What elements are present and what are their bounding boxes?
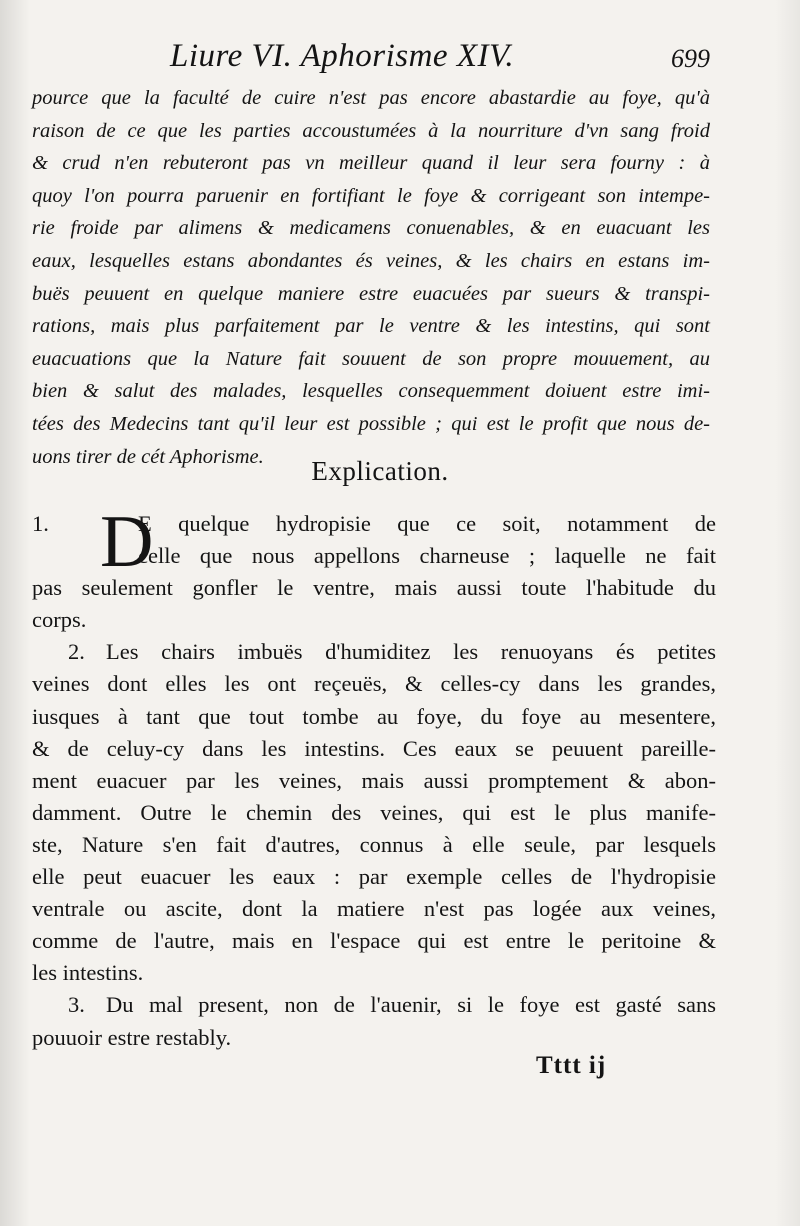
paragraph-2-line: comme de l'autre, mais en l'espace qui est entre le peritoine & <box>32 928 716 954</box>
commentary-line: eaux, lesquelles estans abondantes és veines, & les chairs en estans im- <box>32 249 710 272</box>
commentary-text <box>32 82 710 473</box>
commentary-line: & crud n'en rebuteront pas vn meilleur quand il leur sera fourny : à <box>32 152 710 175</box>
commentary-line: uons tirer de cét Aphorisme. <box>32 445 264 468</box>
paragraph-2-line: les intestins. <box>32 960 144 986</box>
paragraph-2-text: Les chairs imbuës d'humiditez les renuoyans és petites <box>106 639 716 665</box>
signature-mark: Tttt ij <box>536 1052 607 1079</box>
commentary-line: buës peuuent en quelque maniere estre euacuées par sueurs & transpi- <box>32 282 710 305</box>
paragraph-2-line: ventrale ou ascite, dont la matiere n'est pas logée aux veines, <box>32 896 716 922</box>
paragraph-2-line: ment euacuer par les veines, mais aussi promptement & abon- <box>32 767 716 793</box>
paragraph-2-line: iusques à tant que tout tombe au foye, du foye au mesentere, <box>32 703 716 729</box>
paragraph-1-line: pas seulement gonfler le ventre, mais aussi toute l'habitude du <box>32 575 716 601</box>
paragraph-1-line: celle que nous appellons charneuse ; laquelle ne fait <box>138 543 716 569</box>
running-head: Liure VI. Aphorisme XIV. <box>170 38 515 74</box>
paragraph-2-number: 2. <box>68 639 85 665</box>
paragraph-1-number: 1. <box>32 511 49 536</box>
drop-cap: D <box>100 501 154 583</box>
section-title: Explication. <box>311 456 449 486</box>
paragraph-3-text: Du mal present, non de l'auenir, si le foye est gasté sans <box>106 992 716 1018</box>
paragraph-2-line: damment. Outre le chemin des veines, qui est le plus manife- <box>32 799 716 825</box>
explication-text <box>32 508 716 1054</box>
commentary-line: quoy l'on pourra paruenir en fortifiant le foye & corrigeant son intempe- <box>32 184 710 207</box>
commentary-line: raison de ce que les parties accoustumées à la nourriture d'vn sang froid <box>32 119 710 142</box>
paragraph-2-line: elle peut euacuer les eaux : par exemple celles de l'hydropisie <box>32 864 716 890</box>
page-header <box>170 38 710 82</box>
commentary-line: bien & salut des malades, lesquelles consequemment doiuent estre imi- <box>32 380 710 403</box>
commentary-line: rie froide par alimens & medicamens conuenables, & en euacuant les <box>32 217 710 240</box>
commentary-line: rations, mais plus parfaitement par le ventre & les intestins, qui sont <box>32 315 710 338</box>
paragraph-2-line: veines dont elles les ont reçeuës, & celles-cy dans les grandes, <box>32 671 716 697</box>
commentary-line: pource que la faculté de cuire n'est pas encore abastardie au foye, qu'à <box>32 87 710 109</box>
paragraph-2-line: & de celuy-cy dans les intestins. Ces eaux se peuuent pareille- <box>32 735 716 761</box>
paragraph-1-text: E quelque hydropisie que ce soit, notamment de <box>138 511 716 536</box>
paragraph-2-line <box>32 636 716 668</box>
paragraph-3-number: 3. <box>68 992 85 1018</box>
paragraph-3-line: pouuoir estre restably. <box>32 1024 232 1050</box>
commentary-line: euacuations que la Nature fait souuent de son propre mouuement, au <box>32 347 710 370</box>
paragraph-1-line: corps. <box>32 607 87 633</box>
paragraph-3-line <box>32 989 716 1021</box>
page-number: 699 <box>671 44 710 73</box>
commentary-line: tées des Medecins tant qu'il leur est possible ; qui est le profit que nous de- <box>32 412 710 435</box>
paragraph-2-line: ste, Nature s'en fait d'autres, connus à elle seule, par lesquels <box>32 831 716 857</box>
